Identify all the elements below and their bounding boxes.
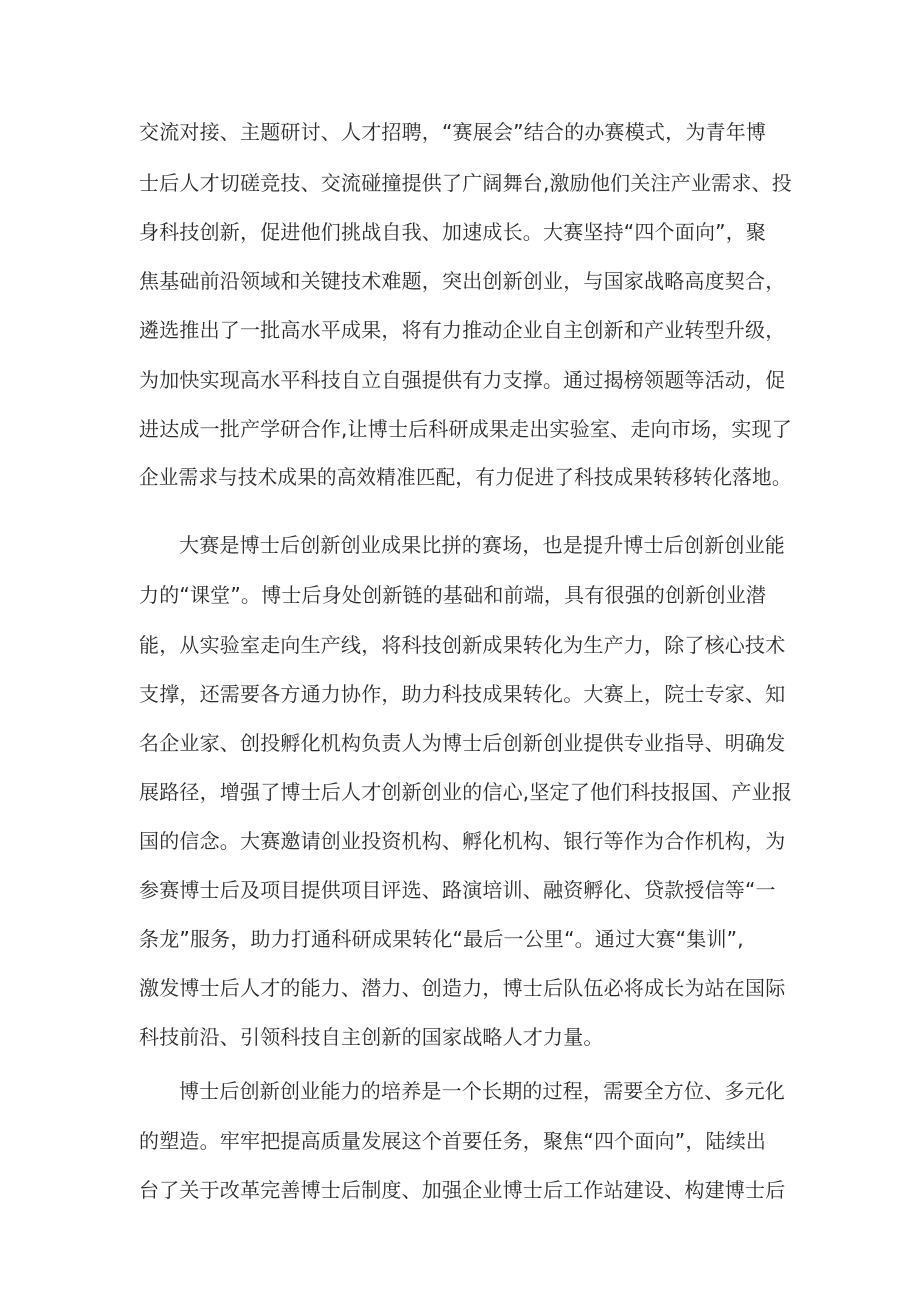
text-line: 名企业家、创投孵化机构负责人为博士后创新创业提供专业指导、明确发 [139, 731, 786, 755]
text-line: 焦基础前沿领域和关键技术难题，突出创新创业，与国家战略高度契合， [139, 269, 786, 293]
text-line: 的塑造。牢牢把提高质量发展这个首要任务，聚焦“四个面向”，陆续出 [139, 1129, 767, 1153]
text-line: 参赛博士后及项目提供项目评选、路演培训、融资孵化、贷款授信等“一 [139, 878, 776, 902]
text-line: 激发博士后人才的能力、潜力、创造力，博士后队伍必将成长为站在国际 [139, 976, 786, 1000]
text-line: 大赛是博士后创新创业成果比拼的赛场，也是提升博士后创新创业能 [179, 533, 785, 557]
text-line: 科技前沿、引领科技自主创新的国家战略人才力量。 [139, 1025, 604, 1049]
text-line: 能，从实验室走向生产线，将科技创新成果转化为生产力，除了核心技术 [139, 633, 786, 657]
text-line: 条龙”服务，助力打通科研成果转化“最后一公里“。通过大赛“集训”, [139, 927, 744, 951]
text-line: 为加快实现高水平科技自立自强提供有力支撑。通过揭榜领题等活动，促 [139, 368, 786, 392]
text-line: 国的信念。大赛邀请创业投资机构、孵化机构、银行等作为合作机构，为 [139, 829, 786, 853]
text-line: 身科技创新，促进他们挑战自我、加速成长。大赛坚持“四个面向”，聚 [139, 220, 767, 244]
text-line: 力的“课堂”。博士后身处创新链的基础和前端，具有很强的创新创业潜 [139, 583, 767, 607]
text-line: 支撑，还需要各方通力协作，助力科技成果转化。大赛上，院士专家、知 [139, 682, 786, 706]
text-line: 士后人才切磋竞技、交流碰撞提供了广阔舞台,激励他们关注产业需求、投 [139, 171, 792, 195]
text-line: 进达成一批产学研合作,让博士后科研成果走出实验室、走向市场，实现了 [139, 417, 792, 441]
text-line: 博士后创新创业能力的培养是一个长期的过程，需要全方位、多元化 [179, 1079, 785, 1103]
text-line: 企业需求与技术成果的高效精准匹配，有力促进了科技成果转移转化落地。 [139, 465, 792, 489]
text-line: 台了关于改革完善博士后制度、加强企业博士后工作站建设、构建博士后 [139, 1178, 786, 1202]
text-line: 交流对接、主题研讨、人才招聘，“赛展会”结合的办赛模式，为青年博 [139, 120, 767, 144]
text-line: 遴选推出了一批高水平成果，将有力推动企业自主创新和产业转型升级， [139, 318, 786, 342]
text-line: 展路径，增强了博士后人才创新创业的信心,坚定了他们科技报国、产业报 [139, 780, 792, 804]
